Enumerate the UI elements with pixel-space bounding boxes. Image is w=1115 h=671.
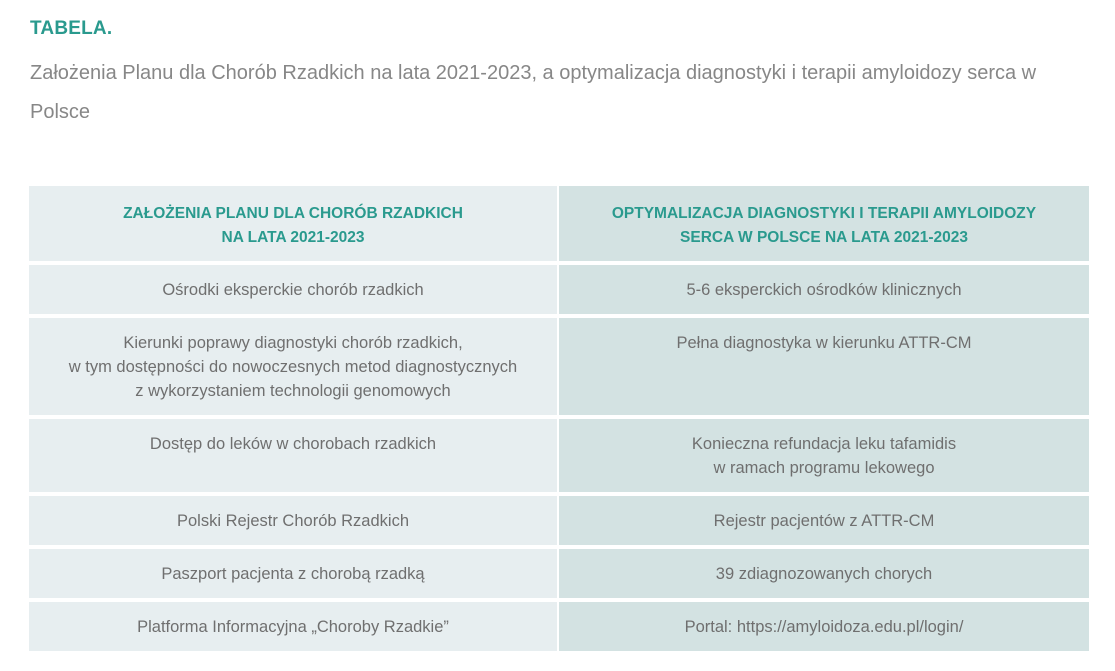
header-right-line: SERCA W POLSCE NA LATA 2021-2023	[680, 229, 968, 246]
cell-text: w tym dostępności do nowoczesnych metod diagnostycznych	[68, 358, 518, 376]
header-left	[29, 186, 557, 261]
table-row	[29, 419, 1089, 492]
cell-text: w ramach programu lekowego	[713, 459, 935, 477]
table-header-row	[29, 186, 1089, 261]
cell-left	[29, 318, 557, 415]
cell-right	[559, 265, 1089, 314]
table-row	[29, 265, 1089, 314]
cell-right	[559, 496, 1089, 545]
header-left-line: NA LATA 2021-2023	[221, 229, 365, 246]
cell-text: Konieczna refundacja leku tafamidis	[691, 435, 957, 453]
header-right-line: OPTYMALIZACJA DIAGNOSTYKI I TERAPII AMYLOIDOZY	[611, 205, 1037, 222]
cell-left	[29, 549, 557, 598]
cell-text: Ośrodki eksperckie chorób rzadkich	[162, 281, 424, 299]
table-caption: Założenia Planu dla Chorób Rzadkich na lata 2021-2023, a optymalizacja diagnostyki i terapii amyloidozy serca w Polsce	[30, 62, 1037, 123]
table-row	[29, 496, 1089, 545]
header-right	[559, 186, 1089, 261]
cell-left	[29, 265, 557, 314]
cell-right	[559, 602, 1089, 651]
cell-left	[29, 602, 557, 651]
table-row	[29, 602, 1089, 651]
cell-text: Dostęp do leków w chorobach rzadkich	[149, 435, 437, 453]
cell-text: Kierunki poprawy diagnostyki chorób rzadkich,	[123, 334, 463, 352]
comparison-table	[29, 186, 1089, 655]
cell-text: 39 zdiagnozowanych chorych	[715, 565, 933, 583]
table-row	[29, 318, 1089, 415]
cell-left	[29, 419, 557, 492]
cell-text: Paszport pacjenta z chorobą rzadką	[161, 565, 425, 583]
header-left-line: ZAŁOŻENIA PLANU DLA CHORÓB RZADKICH	[123, 205, 463, 222]
cell-text: z wykorzystaniem technologii genomowych	[135, 382, 451, 400]
cell-text: 5-6 eksperckich ośrodków klinicznych	[686, 281, 962, 299]
table-row	[29, 549, 1089, 598]
table-label: TABELA.	[30, 18, 113, 39]
cell-text: Portal: https://amyloidoza.edu.pl/login/	[684, 618, 964, 636]
cell-text: Rejestr pacjentów z ATTR-CM	[713, 512, 935, 530]
cell-text: Pełna diagnostyka w kierunku ATTR-CM	[676, 334, 972, 352]
cell-right	[559, 419, 1089, 492]
cell-right	[559, 318, 1089, 415]
cell-right	[559, 549, 1089, 598]
cell-text: Platforma Informacyjna „Choroby Rzadkie”	[137, 618, 449, 636]
cell-text: Polski Rejestr Chorób Rzadkich	[176, 512, 409, 530]
cell-left	[29, 496, 557, 545]
